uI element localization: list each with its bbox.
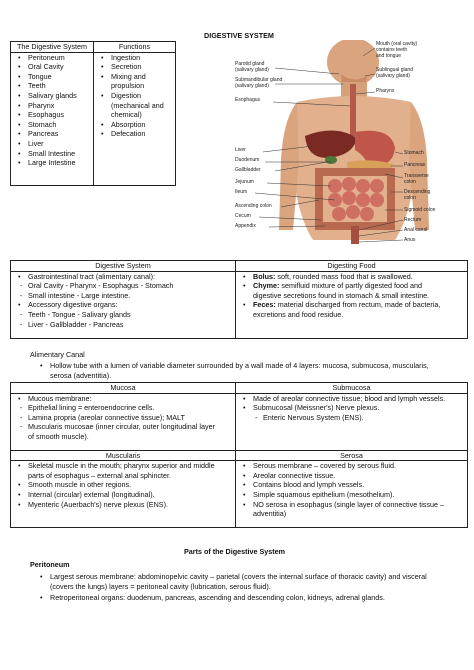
list-item: • Simple squamous epithelium (mesothelium).: [253, 490, 464, 500]
organs-functions-table: [10, 41, 176, 186]
list-item-continuation: (mechanical and: [111, 100, 164, 110]
figure-label: colon: [404, 179, 416, 185]
list-item: • NO serosa in esophagus (single layer of connective tissue –: [253, 500, 464, 510]
list-item: • Myenteric (Auerbach's) nerve plexus (ENS).: [28, 500, 232, 510]
list-item: • Digestion: [111, 91, 172, 101]
list-item: • Bolus: soft, rounded mass food that is swallowed.: [253, 272, 464, 282]
list-item: - Enteric Nervous System (ENS).: [263, 413, 464, 423]
figure-label: Anus: [404, 237, 416, 243]
figure-label: Duodenum: [235, 157, 260, 163]
figure-label: (salivary gland): [235, 67, 269, 73]
figure-label: and tongue: [376, 53, 402, 59]
list-item: • Accessory digestive organs:: [28, 300, 232, 310]
list-item: - Liver - Gallbladder - Pancreas: [28, 320, 232, 330]
figure-label: Transverse: [404, 173, 429, 179]
bullet-icon: •: [40, 593, 43, 602]
organs-cell: [11, 52, 94, 185]
figure-label: Sublingual gland: [376, 67, 413, 73]
bullet-continuation: (covers the lungs) layers = peritoneal cavity (lubrication, serous fluid).: [50, 582, 271, 591]
digesting-food-cell: [236, 271, 468, 338]
list-item-continuation: excretions and food residue.: [253, 309, 344, 319]
functions-cell: [94, 52, 176, 185]
list-item: • Made of areolar connective tissue; blood and lymph vessels.: [253, 394, 464, 404]
bullet-text: • Retroperitoneal organs: duodenum, pancreas, ascending and descending colon, kidneys, adrenal glands.: [40, 593, 385, 602]
list-item: - Oral Cavity - Pharynx - Esophagus - Stomach: [28, 281, 232, 291]
list-item-continuation: adventitia): [253, 509, 287, 519]
bullet-text: • Hollow tube with a lumen of variable diameter surrounded by a wall made of 4 layers: mucosa, submucosa, muscularis,: [40, 361, 429, 370]
bullet-text: • Largest serous membrane: abdominopelvic cavity – parietal (covers the internal surface of thoracic cavity) and visceral: [40, 572, 427, 581]
list-item: - Teeth - Tongue - Salivary glands: [28, 310, 232, 320]
figure-label: Appendix: [235, 223, 256, 229]
figure-label: Anal canal: [404, 227, 428, 233]
list-item: • Areolar connective tissue.: [253, 471, 464, 481]
section-title: Parts of the Digestive System: [184, 547, 286, 556]
section-heading: Alimentary Canal: [30, 350, 85, 359]
list-item: - Epithelial lining = enteroendocrine cells.: [28, 403, 232, 413]
list-item: • Secretion: [111, 62, 172, 72]
list-item: • Liver: [28, 139, 90, 149]
figure-label: Sigmoid colon: [404, 207, 436, 213]
torso-illustration: [235, 40, 470, 248]
table-header: Submucosa: [236, 383, 468, 394]
figure-label: (salivary gland): [235, 83, 269, 89]
digestive-food-table: [10, 260, 468, 339]
bullet-icon: •: [40, 572, 43, 581]
list-item: • Peritoneum: [28, 53, 90, 63]
table-header: Digestive System: [11, 261, 236, 272]
bullet-icon: •: [40, 361, 43, 370]
figure-label: colon: [404, 195, 416, 201]
list-item: • Absorption: [111, 120, 172, 130]
submucosa-cell: [236, 393, 468, 450]
list-item: • Internal (circular) external (longitudinal).: [28, 490, 232, 500]
serosa-cell: [236, 461, 468, 528]
table-header: Serosa: [236, 450, 468, 461]
list-item-continuation: parts of esophagus – external anal sphincter.: [28, 470, 172, 480]
figure-label: Ascending colon: [235, 203, 272, 209]
list-item: • Pharynx: [28, 101, 90, 111]
list-item: • Skeletal muscle in the mouth; pharynx superior and middle: [28, 461, 232, 471]
muscularis-cell: [11, 461, 236, 528]
subsection-heading: Peritoneum: [30, 560, 70, 569]
table-header: Mucosa: [11, 383, 236, 394]
figure-label: Descending: [404, 189, 431, 195]
list-item: • Submucosal (Meissner's) Nerve plexus.: [253, 403, 464, 413]
list-item: • Chyme: semifluid mixture of partly digested food and: [253, 281, 464, 291]
figure-label: Pharynx: [376, 88, 395, 94]
list-item: • Mixing and: [111, 72, 172, 82]
list-item: • Small Intestine: [28, 149, 90, 159]
figure-label: (salivary gland): [376, 73, 410, 79]
digestive-system-cell: [11, 271, 236, 338]
list-item: • Gastrointestinal tract (alimentary canal):: [28, 272, 232, 282]
list-item: • Ingestion: [111, 53, 172, 63]
list-item: • Serous membrane – covered by serous fluid.: [253, 461, 464, 471]
list-item: - Muscularis mucosae (inner circular, outer longitudinal layer: [28, 422, 232, 432]
table-header: The Digestive System: [11, 42, 94, 53]
list-item: • Contains blood and lymph vessels.: [253, 480, 464, 490]
figure-label: Ileum: [235, 189, 248, 195]
figure-label: Pancreas: [404, 162, 426, 168]
wall-layers-table: [10, 382, 468, 528]
figure-label: Stomach: [404, 150, 424, 156]
list-item-continuation: chemical): [111, 110, 142, 120]
figure-label: Esophagus: [235, 97, 261, 103]
figure-label: Jejunum: [235, 179, 254, 185]
figure-label: Submandibular gland: [235, 77, 283, 83]
figure-label: Cecum: [235, 213, 251, 219]
list-item: • Large Intestine: [28, 158, 90, 168]
list-item-continuation: digestive secretions found in stomach & small intestine.: [253, 290, 430, 300]
list-item: • Smooth muscle in other regions.: [28, 480, 232, 490]
list-item-continuation: propulsion: [111, 81, 145, 91]
figure-label: Parotid gland: [235, 61, 265, 67]
figure-label: Mouth (oral cavity): [376, 41, 418, 47]
list-item: • Feces: material discharged from rectum, made of bacteria,: [253, 300, 464, 310]
table-header: Functions: [94, 42, 176, 53]
list-item: • Stomach: [28, 120, 90, 130]
figure-label: Gallbladder: [235, 167, 261, 173]
figure-label: Liver: [235, 147, 246, 153]
figure-label: Rectum: [404, 217, 422, 223]
page-title: DIGESTIVE SYSTEM: [204, 31, 274, 40]
list-item: • Pancreas: [28, 129, 90, 139]
list-item: • Teeth: [28, 81, 90, 91]
list-item: • Oral Cavity: [28, 62, 90, 72]
table-header: Muscularis: [11, 450, 236, 461]
list-item-continuation: of smooth muscle).: [28, 431, 89, 441]
list-item: - Small intestine - Large intestine.: [28, 291, 232, 301]
list-item: - Lamina propria (areolar connective tissue); MALT: [28, 413, 232, 423]
list-item: • Salivary glands: [28, 91, 90, 101]
bullet-continuation: serosa (adventitia).: [50, 371, 112, 380]
table-header: Digesting Food: [236, 261, 468, 272]
figure-label: contains teeth: [376, 47, 408, 53]
mucosa-cell: [11, 393, 236, 450]
list-item: • Tongue: [28, 72, 90, 82]
list-item: • Mucous membrane:: [28, 394, 232, 404]
list-item: • Defecation: [111, 129, 172, 139]
digestive-system-figure: [235, 40, 470, 248]
list-item: • Esophagus: [28, 110, 90, 120]
